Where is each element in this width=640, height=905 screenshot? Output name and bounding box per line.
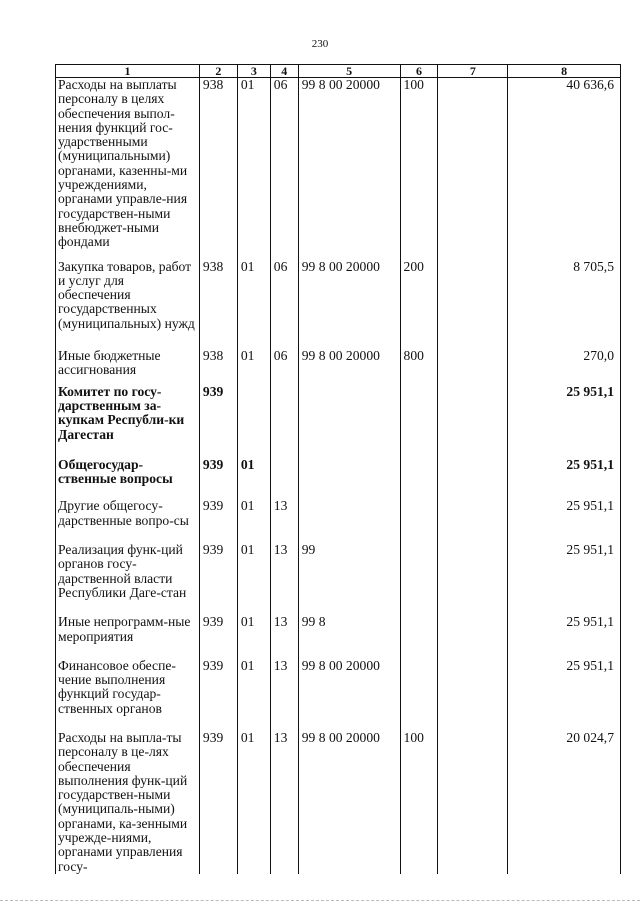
section-cell: 01 (237, 78, 270, 250)
table-row (56, 385, 621, 442)
subsection-cell: 13 (270, 731, 298, 874)
item-name-cell: Финансовое обеспе-чение выполнения функций государ-ственных органов (56, 659, 200, 716)
amount-cell: 25 951,1 (508, 385, 621, 442)
spacer-cell (199, 442, 237, 458)
spacer-cell (270, 716, 298, 731)
target-item-cell: 99 8 00 20000 (298, 659, 400, 716)
item-name-cell: Расходы на выпла-ты персоналу в це-лях обеспечения выполнения функ-ций государствен-ными (муниципаль-ными) органами, ка-зенными учрежде-ниями, органами управления госу- (56, 731, 200, 874)
amount-cell: 20 024,7 (508, 731, 621, 874)
spacer-cell (237, 378, 270, 385)
page-number: 230 (311, 38, 329, 50)
header-cell: 5 (298, 65, 400, 78)
admin-code-cell: 939 (199, 615, 237, 644)
item-name-cell: Общегосудар-ственные вопросы (56, 458, 200, 487)
spacer-cell (298, 716, 400, 731)
section-cell: 01 (237, 615, 270, 644)
spacer-cell (438, 644, 508, 659)
table-row (56, 458, 621, 487)
section-cell (237, 385, 270, 442)
spacer-cell (270, 528, 298, 543)
spacer-cell (508, 442, 621, 458)
spacer-cell (199, 600, 237, 615)
spacer-cell (237, 331, 270, 349)
target-item-cell: 99 8 00 20000 (298, 78, 400, 250)
amount-cell: 25 951,1 (508, 499, 621, 528)
spacer-cell (56, 644, 200, 659)
admin-code-cell: 939 (199, 458, 237, 487)
empty-cell (438, 385, 508, 442)
spacer-cell (400, 378, 438, 385)
spacer-cell (438, 250, 508, 260)
subsection-cell: 06 (270, 260, 298, 331)
spacer-cell (298, 378, 400, 385)
amount-cell: 25 951,1 (508, 543, 621, 600)
amount-cell: 25 951,1 (508, 615, 621, 644)
target-item-cell: 99 8 (298, 615, 400, 644)
admin-code-cell: 938 (199, 78, 237, 250)
section-cell: 01 (237, 499, 270, 528)
table-row (56, 349, 621, 378)
admin-code-cell: 939 (199, 385, 237, 442)
spacer-cell (298, 442, 400, 458)
item-name-cell: Реализация функ-ций органов госу-дарственной власти Республики Даге-стан (56, 543, 200, 600)
row-spacer (56, 331, 621, 349)
spacer-cell (270, 378, 298, 385)
spacer-cell (270, 442, 298, 458)
spacer-cell (400, 644, 438, 659)
table-row (56, 499, 621, 528)
header-cell: 8 (508, 65, 621, 78)
spacer-cell (56, 442, 200, 458)
subsection-cell (270, 458, 298, 487)
spacer-cell (508, 600, 621, 615)
subsection-cell (270, 385, 298, 442)
spacer-cell (298, 486, 400, 499)
admin-code-cell: 939 (199, 731, 237, 874)
spacer-cell (438, 528, 508, 543)
spacer-cell (199, 716, 237, 731)
spacer-cell (400, 528, 438, 543)
header-cell: 4 (270, 65, 298, 78)
amount-cell: 270,0 (508, 349, 621, 378)
spacer-cell (56, 600, 200, 615)
spacer-cell (298, 528, 400, 543)
section-cell: 01 (237, 260, 270, 331)
empty-cell (438, 615, 508, 644)
spacer-cell (508, 528, 621, 543)
item-name-cell: Расходы на выплаты персоналу в целях обеспечения выпол-нения функций гос-ударственными (муниципальными) органами, казенны-ми учреждениями, органами управле-ния государствен-ными внебюджет-ными фондами (56, 78, 200, 250)
spacer-cell (237, 600, 270, 615)
header-cell: 3 (237, 65, 270, 78)
section-cell: 01 (237, 458, 270, 487)
spacer-cell (400, 486, 438, 499)
expense-type-cell (400, 499, 438, 528)
spacer-cell (438, 486, 508, 499)
spacer-cell (508, 716, 621, 731)
subsection-cell: 13 (270, 543, 298, 600)
target-item-cell (298, 458, 400, 487)
expense-type-cell: 800 (400, 349, 438, 378)
empty-cell (438, 731, 508, 874)
spacer-cell (438, 331, 508, 349)
empty-cell (438, 349, 508, 378)
spacer-cell (270, 644, 298, 659)
item-name-cell: Иные непрограмм-ные мероприятия (56, 615, 200, 644)
spacer-cell (237, 644, 270, 659)
section-cell: 01 (237, 543, 270, 600)
spacer-cell (298, 644, 400, 659)
section-cell: 01 (237, 349, 270, 378)
expense-type-cell (400, 615, 438, 644)
spacer-cell (438, 442, 508, 458)
item-name-cell: Иные бюджетные ассигнования (56, 349, 200, 378)
amount-cell: 25 951,1 (508, 659, 621, 716)
header-cell: 6 (400, 65, 438, 78)
expense-type-cell: 200 (400, 260, 438, 331)
section-cell: 01 (237, 659, 270, 716)
empty-cell (438, 260, 508, 331)
expense-type-cell (400, 458, 438, 487)
spacer-cell (298, 331, 400, 349)
admin-code-cell: 938 (199, 260, 237, 331)
spacer-cell (270, 331, 298, 349)
spacer-cell (56, 331, 200, 349)
spacer-cell (400, 716, 438, 731)
expense-type-cell (400, 385, 438, 442)
spacer-cell (400, 442, 438, 458)
section-cell: 01 (237, 731, 270, 874)
table-row (56, 659, 621, 716)
target-item-cell: 99 8 00 20000 (298, 349, 400, 378)
row-spacer (56, 442, 621, 458)
target-item-cell (298, 385, 400, 442)
item-name-cell: Другие общегосу-дарственные вопро-сы (56, 499, 200, 528)
empty-cell (438, 78, 508, 250)
subsection-cell: 13 (270, 659, 298, 716)
target-item-cell: 99 (298, 543, 400, 600)
row-spacer (56, 716, 621, 731)
table-row (56, 260, 621, 331)
admin-code-cell: 938 (199, 349, 237, 378)
spacer-cell (199, 331, 237, 349)
spacer-cell (508, 331, 621, 349)
row-spacer (56, 600, 621, 615)
spacer-cell (199, 644, 237, 659)
spacer-cell (400, 331, 438, 349)
subsection-cell: 13 (270, 499, 298, 528)
empty-cell (438, 543, 508, 600)
admin-code-cell: 939 (199, 499, 237, 528)
empty-cell (438, 499, 508, 528)
amount-cell: 40 636,6 (508, 78, 621, 250)
empty-cell (438, 458, 508, 487)
table-row (56, 543, 621, 600)
spacer-cell (56, 716, 200, 731)
spacer-cell (438, 600, 508, 615)
spacer-cell (508, 644, 621, 659)
table-row (56, 731, 621, 874)
amount-cell: 25 951,1 (508, 458, 621, 487)
table-row (56, 78, 621, 250)
expense-type-cell: 100 (400, 78, 438, 250)
spacer-cell (438, 716, 508, 731)
page-bottom-rule (0, 900, 640, 901)
target-item-cell: 99 8 00 20000 (298, 260, 400, 331)
header-cell: 7 (438, 65, 508, 78)
header-cell: 1 (56, 65, 200, 78)
target-item-cell: 99 8 00 20000 (298, 731, 400, 874)
expense-type-cell (400, 659, 438, 716)
budget-table (55, 64, 621, 874)
empty-cell (438, 659, 508, 716)
subsection-cell: 13 (270, 615, 298, 644)
expense-type-cell: 100 (400, 731, 438, 874)
spacer-cell (270, 600, 298, 615)
header-row (56, 65, 621, 78)
amount-cell: 8 705,5 (508, 260, 621, 331)
admin-code-cell: 939 (199, 659, 237, 716)
target-item-cell (298, 499, 400, 528)
item-name-cell: Комитет по госу-дарственным за-купкам Республи-ки Дагестан (56, 385, 200, 442)
spacer-cell (298, 600, 400, 615)
item-name-cell: Закупка товаров, работ и услуг для обеспечения государственных (муниципальных) нужд (56, 260, 200, 331)
spacer-cell (438, 378, 508, 385)
row-spacer (56, 528, 621, 543)
table-body (56, 78, 621, 874)
spacer-cell (400, 600, 438, 615)
admin-code-cell: 939 (199, 543, 237, 600)
subsection-cell: 06 (270, 349, 298, 378)
spacer-cell (237, 442, 270, 458)
header-cell: 2 (199, 65, 237, 78)
row-spacer (56, 644, 621, 659)
expense-type-cell (400, 543, 438, 600)
table-row (56, 615, 621, 644)
spacer-cell (237, 528, 270, 543)
spacer-cell (199, 528, 237, 543)
spacer-cell (56, 528, 200, 543)
spacer-cell (237, 716, 270, 731)
subsection-cell: 06 (270, 78, 298, 250)
